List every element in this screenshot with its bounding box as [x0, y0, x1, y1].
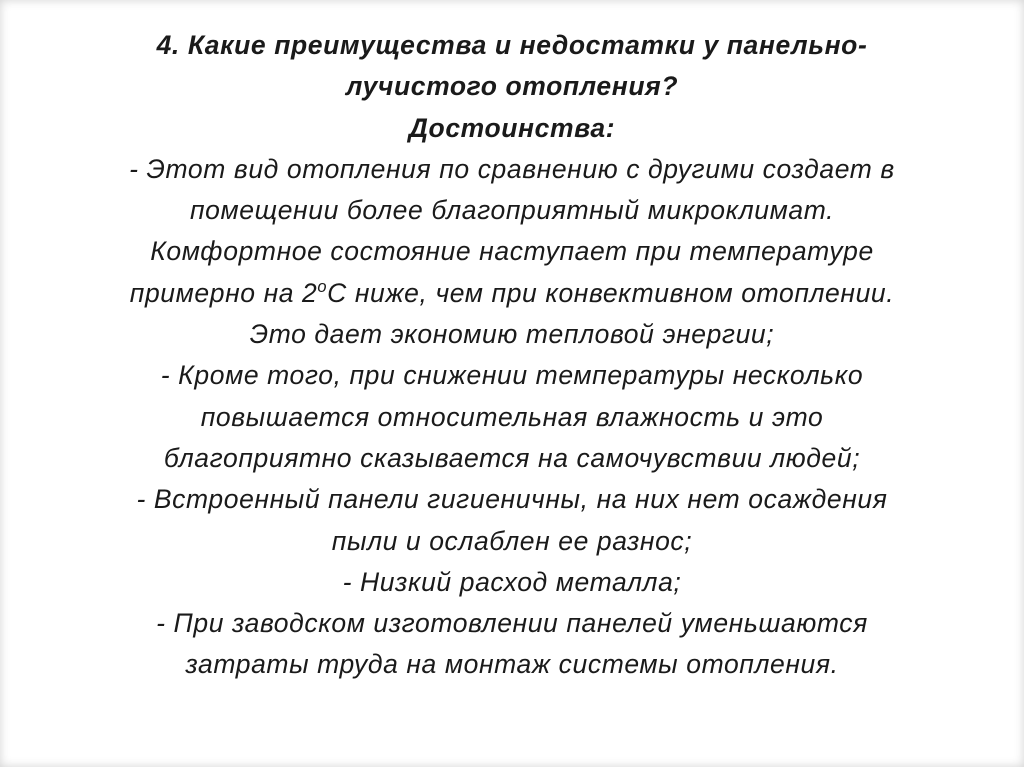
body-line: Комфортное состояние наступает при температуре	[150, 236, 874, 267]
temperature-line-before: примерно на 2	[129, 277, 318, 308]
body-line: пыли и ослаблен ее разнос;	[331, 525, 693, 556]
body-line: - Кроме того, при снижении температуры несколько	[160, 360, 864, 391]
body-line: - Этот вид отопления по сравнению с другими создает в	[129, 153, 895, 184]
temperature-line	[40, 273, 984, 314]
body-line: благоприятно сказывается на самочувствии людей;	[163, 442, 861, 473]
body-line: - Низкий расход металла;	[342, 566, 682, 597]
body-line: - Встроенный панели гигиеничны, на них нет осаждения	[136, 484, 888, 515]
body-line: затраты труда на монтаж системы отопления.	[185, 649, 839, 680]
title-line-1: 4. Какие преимущества и недостатки у панельно-	[156, 30, 868, 60]
body-line: Это дает экономию тепловой энергии;	[249, 319, 775, 350]
body-line: - При заводском изготовлении панелей уменьшаются	[156, 608, 868, 639]
section-heading: Достоинства:	[408, 112, 616, 143]
temperature-line-after: С ниже, чем при конвективном отоплении.	[327, 277, 895, 308]
body-line: повышается относительная влажность и это	[200, 401, 824, 432]
title-line-2: лучистого отопления?	[345, 71, 679, 102]
degree-superscript: o	[317, 277, 328, 296]
body-line: помещении более благоприятный микроклимат.	[189, 195, 835, 226]
slide-text	[40, 25, 984, 686]
